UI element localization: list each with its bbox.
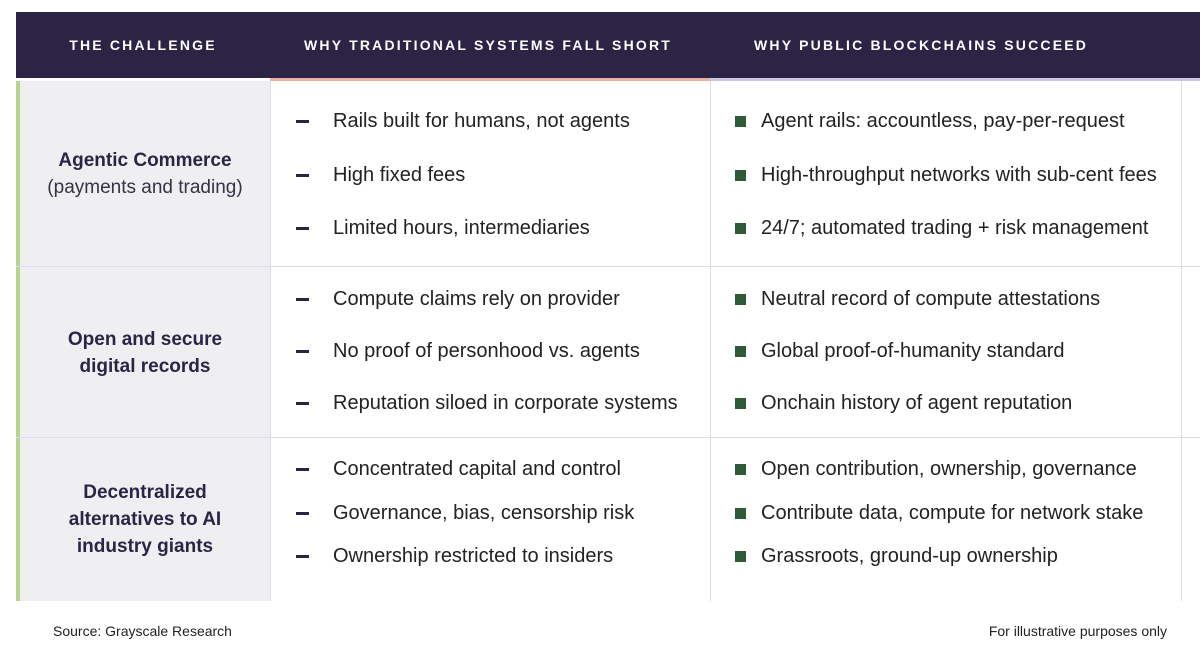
challenge-label xyxy=(45,147,245,201)
list-item xyxy=(271,542,710,570)
square-bullet-icon xyxy=(735,294,746,305)
item-text: No proof of personhood vs. agents xyxy=(333,339,640,362)
blockchain-cell xyxy=(710,438,1182,601)
dash-bullet-icon xyxy=(296,512,309,515)
disclaimer-note: For illustrative purposes only xyxy=(988,623,1167,639)
item-text: 24/7; automated trading + risk management xyxy=(761,216,1149,239)
item-text: High fixed fees xyxy=(333,163,466,186)
list-item xyxy=(711,499,1181,527)
item-text: Reputation siloed in corporate systems xyxy=(333,391,678,414)
item-text: Onchain history of agent reputation xyxy=(761,391,1073,414)
list-item xyxy=(711,337,1181,365)
list-item xyxy=(271,214,710,242)
list-item xyxy=(711,285,1181,313)
blockchain-cell xyxy=(710,81,1182,266)
comparison-table xyxy=(16,12,1200,600)
dash-bullet-icon xyxy=(296,555,309,558)
list-item xyxy=(711,455,1181,483)
square-bullet-icon xyxy=(735,398,746,409)
traditional-cell xyxy=(270,81,710,266)
challenge-cell xyxy=(16,267,270,438)
challenge-subtitle: (payments and trading) xyxy=(47,176,243,198)
item-text: Grassroots, ground-up ownership xyxy=(761,544,1058,567)
item-text: Concentrated capital and control xyxy=(333,457,621,480)
item-text: Governance, bias, censorship risk xyxy=(333,501,635,524)
item-text: High-throughput networks with sub-cent fees xyxy=(761,163,1157,186)
dash-bullet-icon xyxy=(296,227,309,230)
item-text: Agent rails: accountless, pay-per-request xyxy=(761,109,1125,132)
dash-bullet-icon xyxy=(296,402,309,405)
list-item xyxy=(271,455,710,483)
list-item xyxy=(271,499,710,527)
item-text: Neutral record of compute attestations xyxy=(761,287,1101,310)
item-text: Compute claims rely on provider xyxy=(333,287,620,310)
list-item xyxy=(271,161,710,189)
list-item xyxy=(271,389,710,417)
dash-bullet-icon xyxy=(296,350,309,353)
list-item xyxy=(271,337,710,365)
challenge-title: Open and secure digital records xyxy=(67,328,223,377)
list-item xyxy=(711,107,1181,135)
list-item xyxy=(711,542,1181,570)
source-note: Source: Grayscale Research xyxy=(53,623,232,639)
square-bullet-icon xyxy=(735,170,746,181)
table-body xyxy=(16,81,1200,600)
list-item xyxy=(711,214,1181,242)
dash-bullet-icon xyxy=(296,120,309,123)
table-row xyxy=(16,81,1200,266)
square-bullet-icon xyxy=(735,346,746,357)
blockchain-cell xyxy=(710,267,1182,438)
list-item xyxy=(271,285,710,313)
challenge-cell xyxy=(16,438,270,601)
square-bullet-icon xyxy=(735,508,746,519)
dash-bullet-icon xyxy=(296,468,309,471)
traditional-cell xyxy=(270,438,710,601)
traditional-cell xyxy=(270,267,710,438)
table-header xyxy=(16,12,1200,78)
item-text: Global proof-of-humanity standard xyxy=(761,339,1065,362)
dash-bullet-icon xyxy=(296,298,309,301)
challenge-title: Decentralized alternatives to AI industry giants xyxy=(68,482,222,557)
challenge-label xyxy=(55,326,235,380)
square-bullet-icon xyxy=(735,551,746,562)
item-text: Open contribution, ownership, governance xyxy=(761,457,1137,480)
item-text: Limited hours, intermediaries xyxy=(333,216,590,239)
list-item xyxy=(271,107,710,135)
square-bullet-icon xyxy=(735,223,746,234)
square-bullet-icon xyxy=(735,464,746,475)
table-row xyxy=(16,437,1200,601)
challenge-title: Agentic Commerce xyxy=(58,149,232,171)
item-text: Ownership restricted to insiders xyxy=(333,544,614,567)
dash-bullet-icon xyxy=(296,174,309,177)
list-item xyxy=(711,389,1181,417)
challenge-cell xyxy=(16,81,270,266)
header-challenge: THE CHALLENGE xyxy=(69,37,217,53)
footer xyxy=(0,600,1200,659)
header-traditional: WHY TRADITIONAL SYSTEMS FALL SHORT xyxy=(304,37,673,53)
table-row xyxy=(16,266,1200,438)
header-blockchain: WHY PUBLIC BLOCKCHAINS SUCCEED xyxy=(754,37,1089,53)
list-item xyxy=(711,161,1181,189)
item-text: Contribute data, compute for network stake xyxy=(761,501,1144,524)
challenge-label xyxy=(50,479,240,560)
square-bullet-icon xyxy=(735,116,746,127)
item-text: Rails built for humans, not agents xyxy=(333,109,630,132)
